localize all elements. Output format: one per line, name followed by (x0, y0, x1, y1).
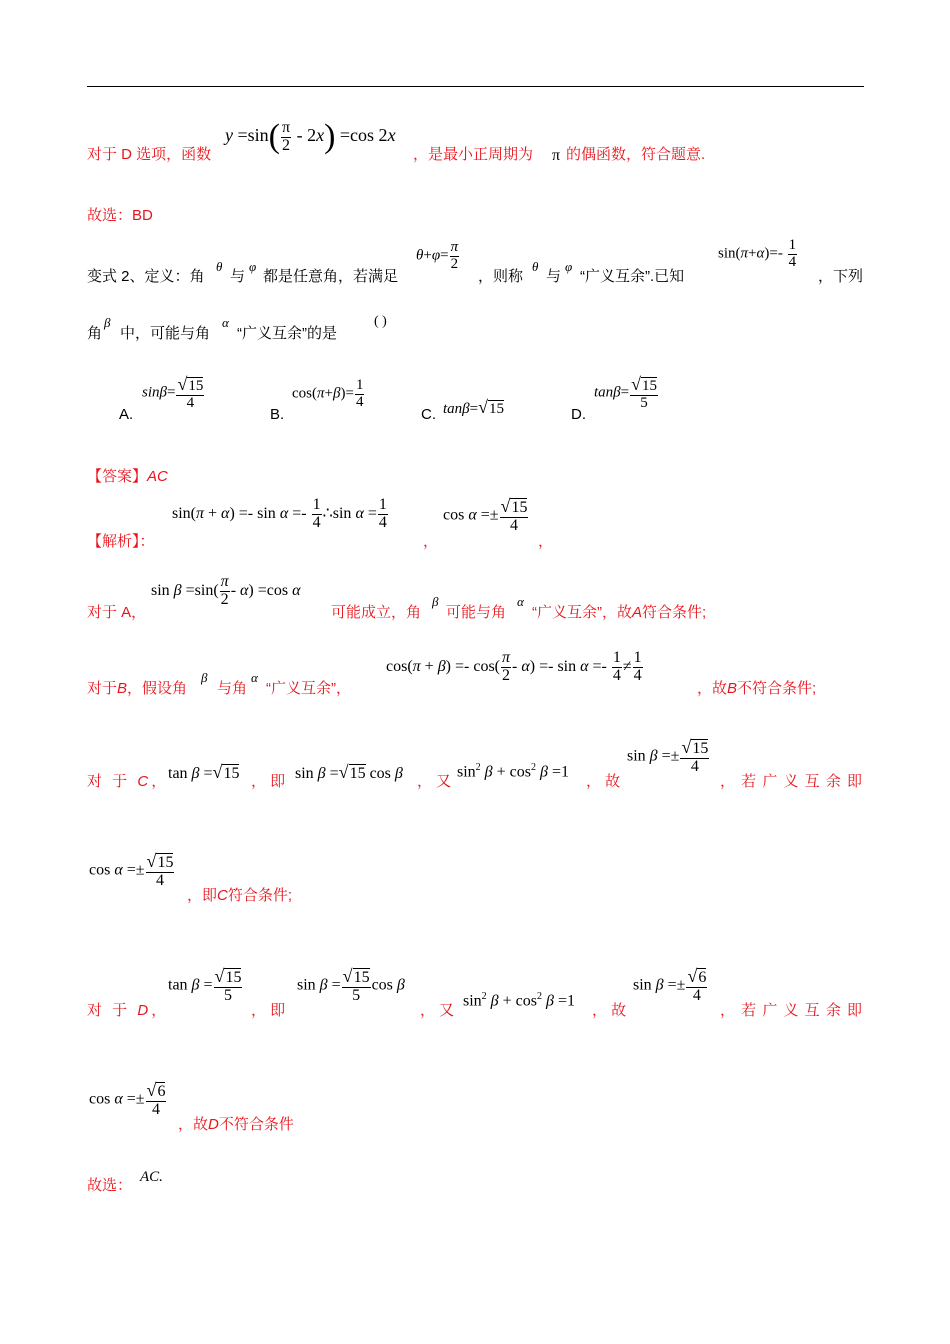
problem-line2-a: 角 (87, 325, 103, 342)
case-d-expr4: sin β =± $\frac{√6}{4}$ (633, 966, 707, 1004)
yu-text-2: 与 (546, 268, 562, 285)
theta-symbol-2: θ (532, 259, 539, 274)
case-a-letter: A (632, 604, 643, 621)
option-a-expr: sinβ= $\frac{√15}{4}$ (142, 374, 204, 411)
case-c-ruo: ， 若 广 义 互 余 即 (720, 773, 864, 790)
case-b-text3: “广义互余”， (266, 680, 351, 697)
case-d-end2: 不符合条件 (218, 1116, 294, 1133)
case-d-end (178, 1113, 294, 1134)
case-d-gu: ， 故 (592, 1002, 627, 1019)
option-d-expr: tanβ= $\frac{√15}{5}$ (594, 374, 657, 411)
case-a-beta: β (432, 594, 439, 609)
case-d-expr1: tan β = $\frac{√15}{5}$ (168, 966, 242, 1004)
condition-formula: θ+φ= $\frac{\pi}{2}$ (416, 239, 459, 272)
case-b-letter-2: B (727, 680, 738, 697)
case-c-prefix: 对 于 C， (87, 773, 170, 790)
analysis-cos-expr: cos α =± $\frac{√15}{4}$ (443, 496, 528, 534)
case-a-text4: 符合条件; (642, 604, 707, 621)
problem-line1-a: 变式 2、定义：角 (87, 268, 205, 285)
case-c-end (187, 884, 292, 905)
case-d-expr5: cos α =± $\frac{√6}{4}$ (89, 1080, 166, 1118)
case-c-prefix-text: 对 于 (87, 773, 131, 790)
case-c-expr2: sin β =√15 cos β (295, 762, 403, 782)
case-c-ji: ， 即 (251, 773, 286, 790)
case-b-prefix (87, 677, 187, 698)
case-d-prefix: 对 于 D， (87, 1002, 170, 1019)
case-c-end2: 符合条件; (227, 887, 293, 904)
phi-symbol-2: φ (565, 259, 573, 274)
final-label: 故选： (87, 1177, 133, 1194)
case-b-text4 (697, 677, 816, 698)
case-a-alpha: α (517, 594, 524, 609)
yu-text: 与 (230, 268, 246, 285)
top-rule (87, 86, 864, 87)
problem-line1-e: ，下列 (818, 268, 864, 285)
case-c-expr5: cos α =± $\frac{√15}{4}$ (89, 851, 174, 889)
option-b-label: B. (270, 406, 285, 423)
d-option-formula: y =sin( $\frac{\pi}{2}$ - 2x) =cos 2x (225, 118, 396, 155)
case-c-letter: C (137, 773, 152, 790)
analysis-comma-2: ， (538, 533, 554, 550)
case-d-ruo: ， 若 广 义 互 余 即 (720, 1002, 864, 1019)
case-c-letter-2: C (217, 887, 228, 904)
problem-line2-c: “广义互余”的是 (237, 325, 337, 342)
analysis-tag: 【解析】： (87, 533, 155, 550)
answer-paren: ( ) (374, 314, 387, 329)
case-a-expr: sin β =sin( $\frac{\pi}{2}$ - α) =cos α (151, 573, 301, 608)
answer-bd: 故选：BD (87, 207, 153, 224)
case-d-letter: D (137, 1002, 152, 1019)
given-formula: sin(π+α)=- $\frac{1}{4}$ (718, 237, 797, 270)
case-d-letter-2: D (208, 1116, 219, 1133)
case-b-expr: cos(π + β) =- cos( $\frac{\pi}{2}$ - α) =- sin α =- $\frac{1}{4}$ ≠ $\frac{1}{4}$ (386, 649, 642, 684)
theta-symbol: θ (216, 259, 223, 274)
alpha-symbol: α (222, 315, 229, 330)
case-d-expr3: $\sin^2 \beta + \cos^2 \beta =1$ (463, 991, 575, 1010)
problem-line1-b: 都是任意角，若满足 (263, 268, 399, 285)
case-c-end1: ，即 (187, 887, 218, 904)
case-a-text2: 可能与角 (446, 604, 507, 621)
problem-line1-d: “广义互余”.已知 (580, 268, 685, 285)
case-d-ji: ， 即 (251, 1002, 286, 1019)
final-value: AC. (140, 1169, 163, 1185)
case-b-beta: β (201, 670, 208, 685)
case-b-text2: 与角 (217, 680, 248, 697)
case-c-gu: ， 故 (586, 773, 621, 790)
beta-symbol: β (104, 315, 111, 330)
case-a-prefix: 对于 A， (87, 604, 147, 621)
option-c-label: C. (421, 406, 436, 423)
answer-value: AC (147, 468, 168, 485)
pi-symbol: π (552, 147, 561, 164)
option-b-expr: cos(π+β)= $\frac{1}{4}$ (292, 377, 364, 410)
analysis-expr: sin(π + α) =- sin α =- $\frac{1}{4}$ ∴sin α = $\frac{1}{4}$ (172, 496, 387, 531)
case-c-you: ， 又 (417, 773, 452, 790)
case-b-text1: ，假设角 (127, 680, 188, 697)
option-c-expr: tanβ=√15 (443, 397, 504, 417)
case-d-you: ， 又 (420, 1002, 455, 1019)
case-d-expr2: sin β = $\frac{√15}{5}$ cos β (297, 966, 405, 1004)
case-d-prefix-text: 对 于 (87, 1002, 131, 1019)
case-d-end1: ，故 (178, 1116, 209, 1133)
answer-tag (87, 465, 168, 486)
answer-tag-text: 【答案】 (87, 468, 148, 485)
case-c-expr3: $\sin^2 \beta + \cos^2 \beta =1$ (457, 762, 569, 781)
case-b-letter: B (117, 680, 128, 697)
d-option-suffix2: 的偶函数，符合题意. (566, 146, 706, 163)
case-b-text4-content: ，故 (697, 680, 728, 697)
case-a-text3-content: “广义互余”，故 (532, 604, 632, 621)
d-option-prefix: 对于 D 选项，函数 (87, 146, 212, 163)
case-a-text1: 可能成立，角 (331, 604, 422, 621)
case-b-text5: 不符合条件; (737, 680, 817, 697)
d-option-suffix1: ，是最小正周期为 (413, 146, 534, 163)
problem-line2-b: 中，可能与角 (120, 325, 211, 342)
case-a-text3 (532, 601, 706, 622)
case-b-prefix-text: 对于 (87, 680, 118, 697)
option-d-label: D. (571, 406, 586, 423)
case-c-expr4: sin β =± $\frac{√15}{4}$ (627, 737, 709, 775)
phi-symbol: φ (249, 259, 257, 274)
case-c-expr1: tan β =√15 (168, 762, 240, 782)
case-b-alpha: α (251, 670, 258, 685)
analysis-comma-1: ， (423, 533, 439, 550)
option-a-label: A. (119, 406, 134, 423)
problem-line1-c: ，则称 (478, 268, 524, 285)
